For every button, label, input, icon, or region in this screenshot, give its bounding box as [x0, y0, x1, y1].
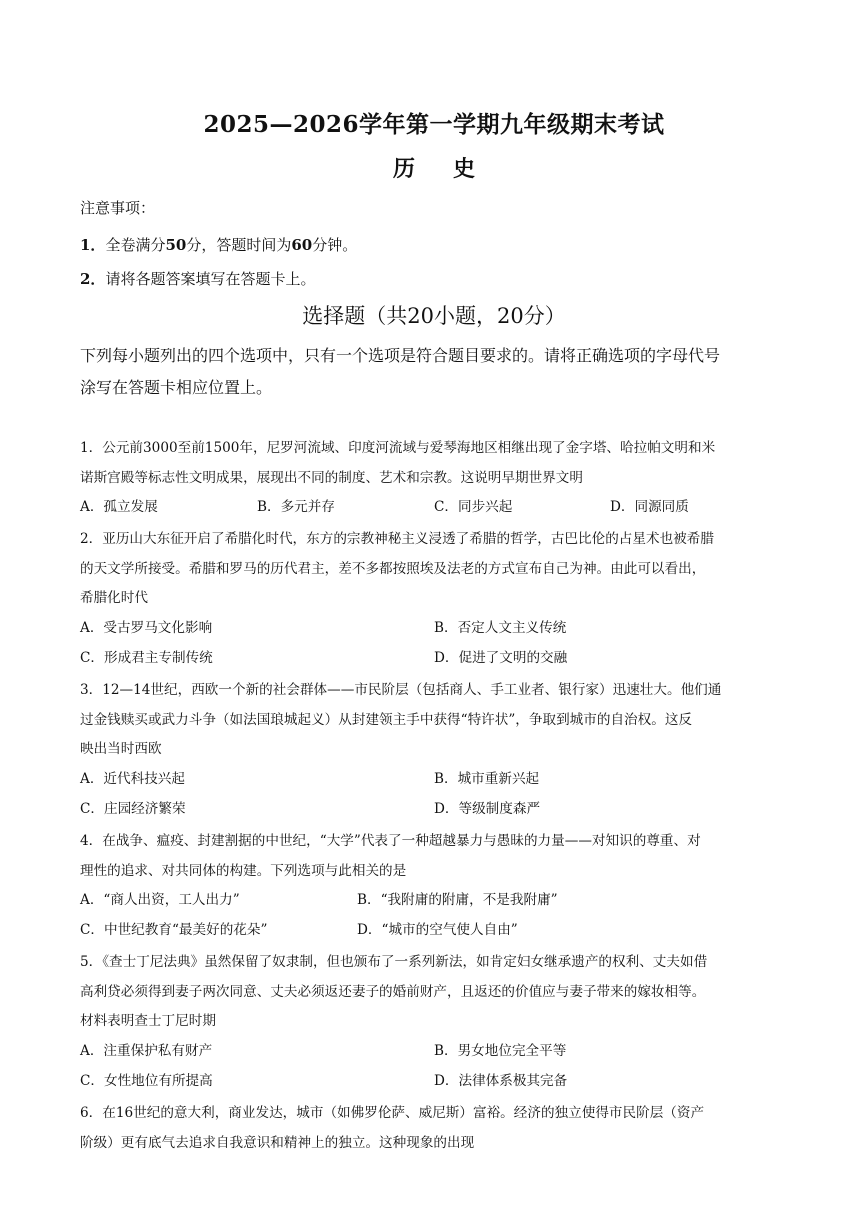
notice-item-2 [80, 268, 315, 289]
notice-item-1-text-e: 分钟。 [312, 236, 358, 254]
question-1-option-a: A．孤立发展 [80, 499, 158, 515]
question-4-option-a: A．“商人出资，工人出力” [80, 892, 240, 908]
question-3-option-c: C．庄园经济繁荣 [80, 801, 186, 817]
question-4-option-d: D．“城市的空气使人自由” [357, 922, 518, 938]
question-4-line-2: 理性的追求、对共同体的构建。下列选项与此相关的是 [80, 863, 407, 879]
question-3-line-2: 过金钱赎买或武力斗争（如法国琅城起义）从封建领主手中获得“特许状”，争取到城市的自治权。这反 [80, 712, 693, 728]
question-2-line-3: 希腊化时代 [80, 590, 148, 606]
question-1-line-1: 1．公元前3000至前1500年，尼罗河流域、印度河流域与爱琴海地区相继出现了金字塔、哈拉帕文明和米 [80, 440, 716, 456]
question-5-option-a: A．注重保护私有财产 [80, 1043, 213, 1059]
question-6-line-2: 阶级）更有底气去追求自我意识和精神上的独立。这种现象的出现 [80, 1135, 475, 1151]
question-1-option-c: C．同步兴起 [434, 499, 513, 515]
question-5-line-1: 5．《查士丁尼法典》虽然保留了奴隶制，但也颁布了一系列新法，如肯定妇女继承遗产的权利、丈夫如借 [80, 954, 708, 970]
question-2-option-a: A．受古罗马文化影响 [80, 620, 213, 636]
question-5-line-3: 材料表明查士丁尼时期 [80, 1013, 216, 1029]
question-5-line-2: 高利贷必须得到妻子两次同意、丈夫必须返还妻子的婚前财产，且返还的价值应与妻子带来的嫁妆相等。 [80, 984, 706, 1000]
question-5-option-c: C．女性地位有所提高 [80, 1073, 213, 1089]
notice-item-2-text: 请将各题答案填写在答题卡上。 [105, 270, 316, 288]
question-1-option-d: D．同源同质 [610, 499, 689, 515]
question-2-line-1: 2．亚历山大东征开启了希腊化时代，东方的宗教神秘主义浸透了希腊的哲学，古巴比伦的占星术也被希腊 [80, 531, 714, 547]
question-2-option-b: B．否定人文主义传统 [434, 620, 567, 636]
notice-item-1-score: 50 [165, 236, 187, 254]
question-5-option-b: B．男女地位完全平等 [434, 1043, 567, 1059]
question-3-line-1: 3．12—14世纪，西欧一个新的社会群体——市民阶层（包括商人、手工业者、银行家）迅速壮大。他们通 [80, 682, 722, 698]
question-5-option-d: D．法律体系极其完备 [434, 1073, 568, 1089]
question-4-option-b: B．“我附庸的附庸，不是我附庸” [357, 892, 558, 908]
subject-title: 历史 [392, 156, 513, 182]
exam-title: 2025—2026学年第一学期九年级期末考试 [203, 111, 665, 138]
notice-item-1-text-a: 全卷满分 [105, 236, 166, 254]
section-instruction-line-1: 下列每小题列出的四个选项中，只有一个选项是符合题目要求的。请将正确选项的字母代号 [80, 346, 721, 365]
question-1-line-2: 诺斯宫殿等标志性文明成果，展现出不同的制度、艺术和宗教。这说明早期世界文明 [80, 470, 583, 486]
notice-item-1-text-c: 分，答题时间为 [186, 236, 292, 254]
question-2-line-2: 的天文学所接受。希腊和罗马的历代君主，差不多都按照埃及法老的方式宣布自己为神。由此可以看出， [80, 561, 706, 577]
notice-item-2-number: 2． [80, 270, 106, 288]
question-3-option-d: D．等级制度森严 [434, 801, 541, 817]
notice-item-1-time: 60 [291, 236, 313, 254]
question-1-option-b: B．多元并存 [257, 499, 335, 515]
question-3-option-b: B．城市重新兴起 [434, 771, 540, 787]
notice-item-1 [80, 234, 357, 255]
question-6-line-1: 6．在16世纪的意大利，商业发达，城市（如佛罗伦萨、威尼斯）富裕。经济的独立使得市民阶层（资产 [80, 1105, 705, 1121]
section-title: 选择题（共20小题，20分） [302, 304, 566, 328]
question-4-line-1: 4．在战争、瘟疫、封建割据的中世纪，“大学”代表了一种超越暴力与愚昧的力量——对知识的尊重、对 [80, 833, 701, 849]
notice-heading: 注意事项： [80, 199, 156, 217]
question-3-option-a: A．近代科技兴起 [80, 771, 185, 787]
notice-item-1-number: 1． [80, 236, 106, 254]
question-2-option-d: D．促进了文明的交融 [434, 650, 568, 666]
question-3-line-3: 映出当时西欧 [80, 741, 162, 757]
question-4-option-c: C．中世纪教育“最美好的花朵” [80, 922, 268, 938]
section-instruction-line-2: 涂写在答题卡相应位置上。 [80, 378, 273, 397]
question-2-option-c: C．形成君主专制传统 [80, 650, 213, 666]
